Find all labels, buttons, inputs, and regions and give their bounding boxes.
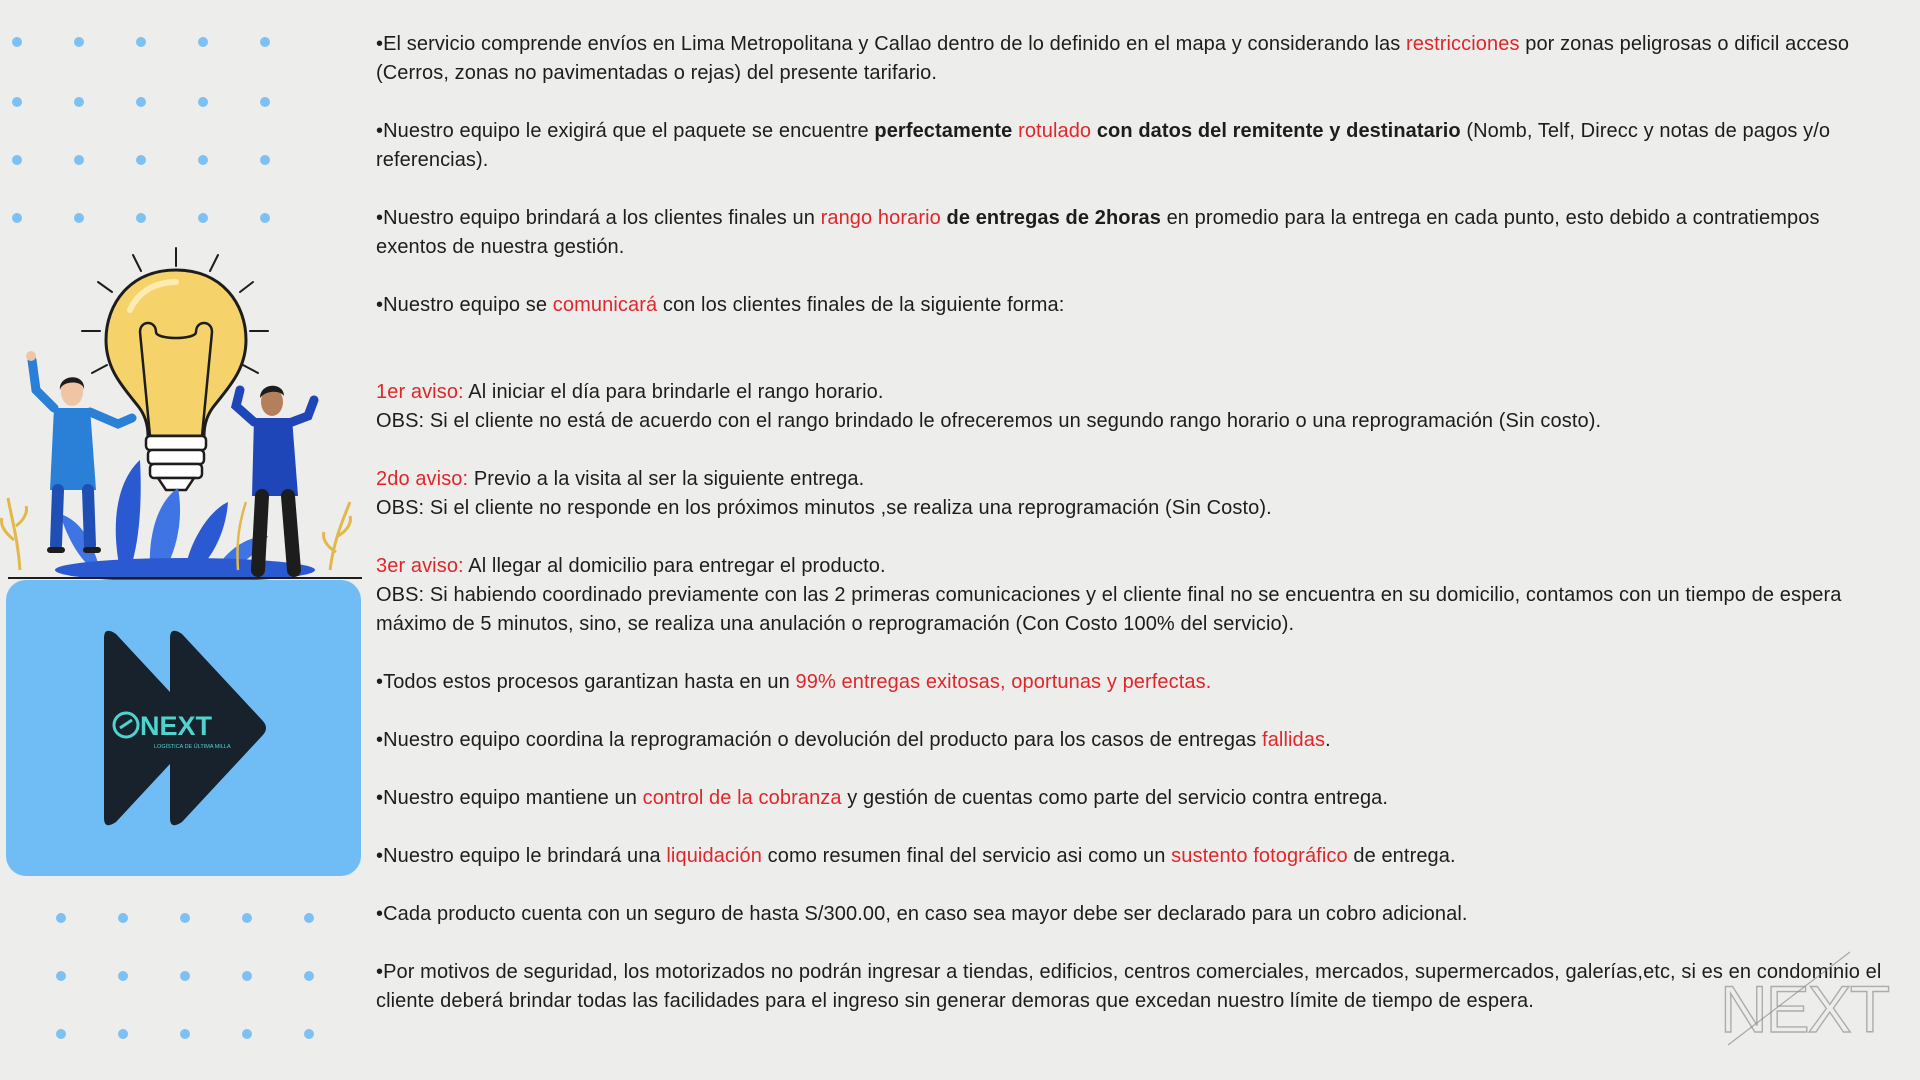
bulb-base xyxy=(146,436,206,490)
svg-text:NEXT: NEXT xyxy=(1720,972,1889,1046)
item-communication: •Nuestro equipo se comunicará con los clientes finales de la siguiente forma: xyxy=(376,294,1065,316)
item-rescheduling: •Nuestro equipo coordina la reprogramación o devolución del producto para los casos de entregas fallidas. xyxy=(376,729,1331,751)
item-coverage: •El servicio comprende envíos en Lima Metropolitana y Callao dentro de lo definido en el mapa y considerando las restricciones por zonas peligrosas o dificil acceso (Cerros, zonas no pavimentadas o rejas) del presente tarifario. xyxy=(376,33,1850,84)
notice-2: 2do aviso: Previo a la visita al ser la siguiente entrega. OBS: Si el cliente no responde en los próximos minutos ,se realiza una reprogramación (Sin Costo). xyxy=(376,468,1272,519)
item-time-window: •Nuestro equipo brindará a los clientes finales un rango horario de entregas de 2horas en promedio para la entrega en cada punto, esto debido a contratiempos exentos de nuestra gestión. xyxy=(376,207,1820,258)
bulb-glass xyxy=(106,270,246,436)
logo-brand-text: NEXT xyxy=(140,711,213,741)
lightbulb-people-illustration xyxy=(0,240,370,580)
logo-card xyxy=(6,580,361,876)
logo-tagline: LOGÍSTICA DE ÚLTIMA MILLA xyxy=(154,744,231,750)
notice-1: 1er aviso: Al iniciar el día para brindarle el rango horario. OBS: Si el cliente no está de acuerdo con el rango brindado le ofreceremos un segundo rango horario o una reprogramación (Sin costo). xyxy=(376,381,1602,432)
item-security: •Por motivos de seguridad, los motorizados no podrán ingresar a tiendas, edificios, centros comerciales, mercados, supermercados, galerías,etc, si es en condominio el cliente deberá brindar todas las facilidades para el ingreso sin generar demoras que excedan nuestro límite de tiempo de espera. xyxy=(376,961,1882,1012)
item-collection: •Nuestro equipo mantiene un control de la cobranza y gestión de cuentas como parte del servicio contra entrega. xyxy=(376,787,1389,809)
item-labeling: •Nuestro equipo le exigirá que el paquete se encuentre perfectamente rotulado con datos del remitente y destinatario (Nomb, Telf, Direcc y notas de pagos y/o referencias). xyxy=(376,120,1831,171)
item-guarantee: •Todos estos procesos garantizan hasta en un 99% entregas exitosas, oportunas y perfectas. xyxy=(376,671,1212,693)
item-settlement: •Nuestro equipo le brindará una liquidación como resumen final del servicio asi como un sustento fotográfico de entrega. xyxy=(376,845,1456,867)
terms-content xyxy=(376,30,1886,1016)
next-watermark xyxy=(1720,950,1900,1060)
item-insurance: •Cada producto cuenta con un seguro de hasta S/300.00, en caso sea mayor debe ser declarado para un cobro adicional. xyxy=(376,903,1468,925)
notice-3: 3er aviso: Al llegar al domicilio para entregar el producto. OBS: Si habiendo coordinado previamente con las 2 primeras comunicaciones y el cliente final no se encuentra en su domicilio, contamos con un tiempo de espera máximo de 5 minutos, sino, se realiza una anulación o reprogramación (Con Costo 100% del servicio). xyxy=(376,555,1842,635)
